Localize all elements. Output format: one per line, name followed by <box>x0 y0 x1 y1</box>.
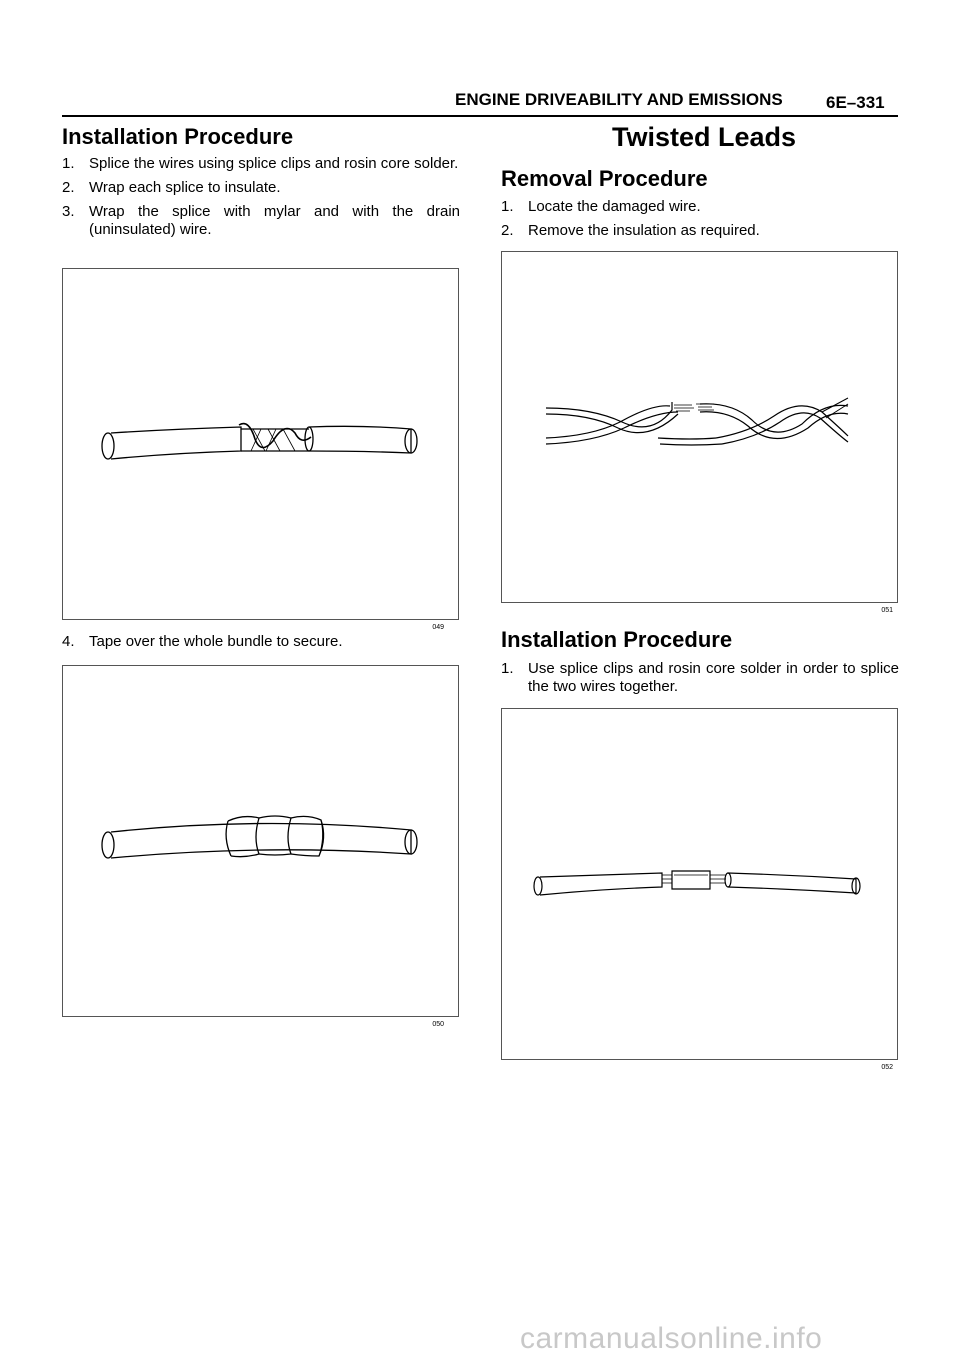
figure-taped-bundle <box>62 665 459 1028</box>
spliced-wire-illustration <box>502 709 897 1059</box>
step-number: 3. <box>62 203 75 220</box>
installation-steps-twisted <box>501 660 899 702</box>
step-number: 1. <box>501 660 514 677</box>
header-divider <box>62 115 898 117</box>
figure-splice-mylar <box>62 268 459 631</box>
removal-heading: Removal Procedure <box>501 166 708 191</box>
step-number: 4. <box>62 633 75 650</box>
figure-number: 050 <box>432 1021 444 1028</box>
step-item <box>501 660 899 696</box>
step-number: 2. <box>501 222 514 239</box>
step-number: 1. <box>501 198 514 215</box>
figure-number: 051 <box>881 607 893 614</box>
figure-damaged-twisted-wire <box>501 251 898 614</box>
figure-number: 049 <box>432 624 444 631</box>
twisted-wire-illustration <box>502 252 897 602</box>
figure-spliced-twisted-wire <box>501 708 898 1071</box>
step-text: Tape over the whole bundle to secure. <box>89 633 343 650</box>
step-item <box>501 222 899 240</box>
taped-bundle-illustration <box>63 666 458 1016</box>
step-item <box>62 155 460 173</box>
step-item <box>501 198 899 216</box>
step-number: 2. <box>62 179 75 196</box>
section-heading: Twisted Leads <box>612 122 797 152</box>
step-item <box>62 179 460 197</box>
step-item <box>62 633 460 651</box>
removal-steps <box>501 198 899 246</box>
step-text: Remove the insulation as required. <box>528 222 760 239</box>
step-text: Wrap the splice with mylar and with the drain (uninsulated) wire. <box>89 203 460 238</box>
installation-heading: Installation Procedure <box>62 124 294 149</box>
section-title: ENGINE DRIVEABILITY AND EMISSIONS <box>455 90 783 109</box>
step-text: Locate the damaged wire. <box>528 198 701 215</box>
step-number: 1. <box>62 155 75 172</box>
watermark-text: carmanualsonline.info <box>520 1322 823 1355</box>
step-text: Use splice clips and rosin core solder in order to splice the two wires together. <box>528 660 899 695</box>
splice-mylar-illustration <box>63 269 458 619</box>
installation-steps-continued <box>62 633 460 657</box>
step-item <box>62 203 460 239</box>
step-text: Wrap each splice to insulate. <box>89 179 281 196</box>
figure-number: 052 <box>881 1064 893 1071</box>
page-number: 6E–331 <box>826 93 885 112</box>
step-text: Splice the wires using splice clips and rosin core solder. <box>89 155 459 172</box>
installation-steps <box>62 155 460 245</box>
installation-heading-twisted: Installation Procedure <box>501 627 733 652</box>
